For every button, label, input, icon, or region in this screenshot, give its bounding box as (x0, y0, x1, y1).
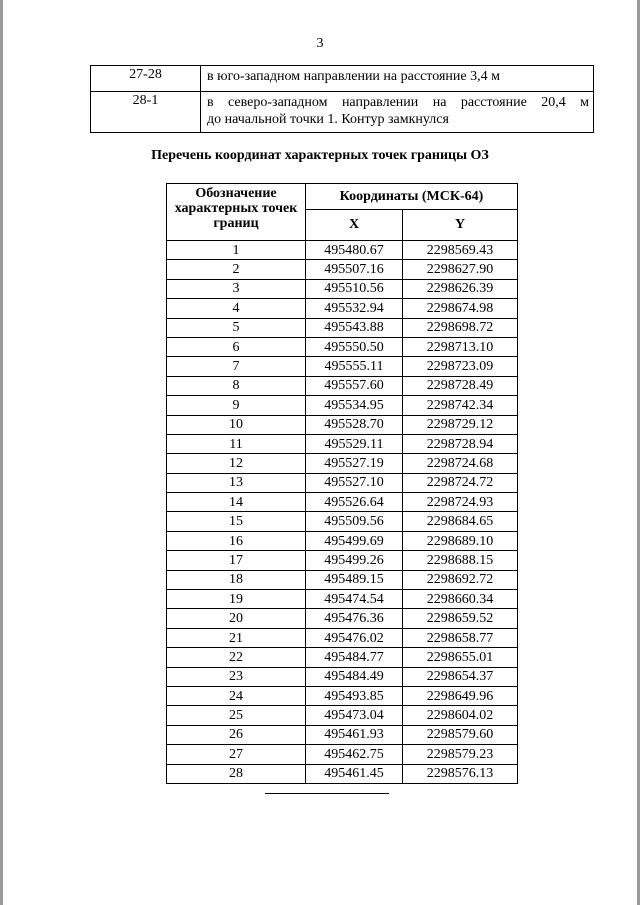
coord-y: 2298723.09 (403, 357, 518, 376)
table-row (167, 299, 518, 318)
coord-y: 2298713.10 (403, 337, 518, 356)
table-row (167, 493, 518, 512)
signature-line (265, 793, 389, 794)
header-coordinates: Координаты (МСК-64) (306, 184, 518, 210)
table-row (167, 628, 518, 647)
table-row (167, 648, 518, 667)
coord-x: 495476.02 (306, 628, 403, 647)
table-row (167, 434, 518, 453)
coord-y: 2298627.90 (403, 260, 518, 279)
coord-x: 495499.26 (306, 551, 403, 570)
table-row (167, 531, 518, 550)
point-number: 4 (167, 299, 306, 318)
point-number: 5 (167, 318, 306, 337)
point-number: 14 (167, 493, 306, 512)
table-row (167, 590, 518, 609)
point-number: 7 (167, 357, 306, 376)
point-number: 3 (167, 279, 306, 298)
table-row (167, 725, 518, 744)
coord-x: 495473.04 (306, 706, 403, 725)
coord-y: 2298698.72 (403, 318, 518, 337)
table-row (167, 570, 518, 589)
coord-x: 495555.11 (306, 357, 403, 376)
point-number: 26 (167, 725, 306, 744)
coord-x: 495543.88 (306, 318, 403, 337)
coord-x: 495507.16 (306, 260, 403, 279)
point-number: 2 (167, 260, 306, 279)
table-row (167, 609, 518, 628)
point-number: 22 (167, 648, 306, 667)
coord-y: 2298579.23 (403, 745, 518, 764)
table-row (167, 241, 518, 260)
coord-y: 2298724.68 (403, 454, 518, 473)
coord-x: 495493.85 (306, 686, 403, 705)
coord-y: 2298689.10 (403, 531, 518, 550)
route-description (201, 92, 594, 133)
point-number: 1 (167, 241, 306, 260)
point-number: 20 (167, 609, 306, 628)
table-row (167, 764, 518, 783)
point-number: 15 (167, 512, 306, 531)
coord-y: 2298688.15 (403, 551, 518, 570)
point-number: 11 (167, 434, 306, 453)
table-row (167, 686, 518, 705)
table-row (167, 667, 518, 686)
point-number: 24 (167, 686, 306, 705)
point-number: 21 (167, 628, 306, 647)
route-description-line2: до начальной точки 1. Контур замкнулся (207, 112, 449, 127)
coord-y: 2298728.49 (403, 376, 518, 395)
coord-y: 2298576.13 (403, 764, 518, 783)
coord-y: 2298742.34 (403, 396, 518, 415)
coord-x: 495499.69 (306, 531, 403, 550)
coord-x: 495462.75 (306, 745, 403, 764)
point-number: 6 (167, 337, 306, 356)
table-row (167, 376, 518, 395)
point-number: 23 (167, 667, 306, 686)
table-row (167, 454, 518, 473)
coord-x: 495532.94 (306, 299, 403, 318)
coord-y: 2298626.39 (403, 279, 518, 298)
table-row (167, 337, 518, 356)
point-number: 17 (167, 551, 306, 570)
coord-y: 2298692.72 (403, 570, 518, 589)
coord-x: 495557.60 (306, 376, 403, 395)
table-row (167, 473, 518, 492)
route-description-table (90, 65, 594, 133)
coord-x: 495489.15 (306, 570, 403, 589)
point-number: 19 (167, 590, 306, 609)
coord-x: 495509.56 (306, 512, 403, 531)
coord-x: 495461.45 (306, 764, 403, 783)
point-number: 27 (167, 745, 306, 764)
coord-x: 495480.67 (306, 241, 403, 260)
route-segment: 27-28 (91, 66, 201, 92)
point-number: 28 (167, 764, 306, 783)
point-number: 8 (167, 376, 306, 395)
point-number: 16 (167, 531, 306, 550)
table-row (167, 551, 518, 570)
coord-y: 2298604.02 (403, 706, 518, 725)
scan-edge-left (0, 0, 3, 905)
coord-x: 495527.10 (306, 473, 403, 492)
route-row (91, 92, 594, 133)
coord-x: 495528.70 (306, 415, 403, 434)
coord-y: 2298729.12 (403, 415, 518, 434)
route-description-line1: в северо-западном направлении на расстояние 20,4 м (207, 95, 589, 110)
point-number: 18 (167, 570, 306, 589)
table-row (167, 260, 518, 279)
point-number: 12 (167, 454, 306, 473)
point-number: 10 (167, 415, 306, 434)
table-row (167, 706, 518, 725)
coord-x: 495534.95 (306, 396, 403, 415)
coord-y: 2298724.72 (403, 473, 518, 492)
coord-x: 495474.54 (306, 590, 403, 609)
coord-x: 495461.93 (306, 725, 403, 744)
route-row (91, 66, 594, 92)
coord-y: 2298724.93 (403, 493, 518, 512)
route-description: в юго-западном направлении на расстояние 3,4 м (201, 66, 594, 92)
header-y: Y (403, 210, 518, 241)
point-number: 9 (167, 396, 306, 415)
table-row (167, 357, 518, 376)
coord-x: 495476.36 (306, 609, 403, 628)
route-segment: 28-1 (91, 92, 201, 133)
coord-y: 2298655.01 (403, 648, 518, 667)
coord-x: 495484.49 (306, 667, 403, 686)
table-row (167, 279, 518, 298)
coord-y: 2298674.98 (403, 299, 518, 318)
header-x: X (306, 210, 403, 241)
coord-y: 2298649.96 (403, 686, 518, 705)
coord-x: 495550.50 (306, 337, 403, 356)
coord-y: 2298659.52 (403, 609, 518, 628)
table-row (167, 396, 518, 415)
header-designation: Обозначение характерных точек границ (167, 184, 306, 241)
coord-x: 495527.19 (306, 454, 403, 473)
coord-y: 2298658.77 (403, 628, 518, 647)
coord-y: 2298654.37 (403, 667, 518, 686)
coordinates-table (166, 183, 518, 784)
point-number: 13 (167, 473, 306, 492)
coord-y: 2298579.60 (403, 725, 518, 744)
coordinates-table-body (167, 241, 518, 784)
coord-x: 495510.56 (306, 279, 403, 298)
table-row (167, 745, 518, 764)
coord-y: 2298684.65 (403, 512, 518, 531)
table-row (167, 318, 518, 337)
section-title: Перечень координат характерных точек границы ОЗ (151, 148, 489, 163)
point-number: 25 (167, 706, 306, 725)
table-row (167, 415, 518, 434)
page-number: 3 (316, 36, 324, 51)
coord-y: 2298569.43 (403, 241, 518, 260)
coord-x: 495484.77 (306, 648, 403, 667)
coord-x: 495526.64 (306, 493, 403, 512)
coord-x: 495529.11 (306, 434, 403, 453)
coord-y: 2298660.34 (403, 590, 518, 609)
table-row (167, 512, 518, 531)
coord-y: 2298728.94 (403, 434, 518, 453)
